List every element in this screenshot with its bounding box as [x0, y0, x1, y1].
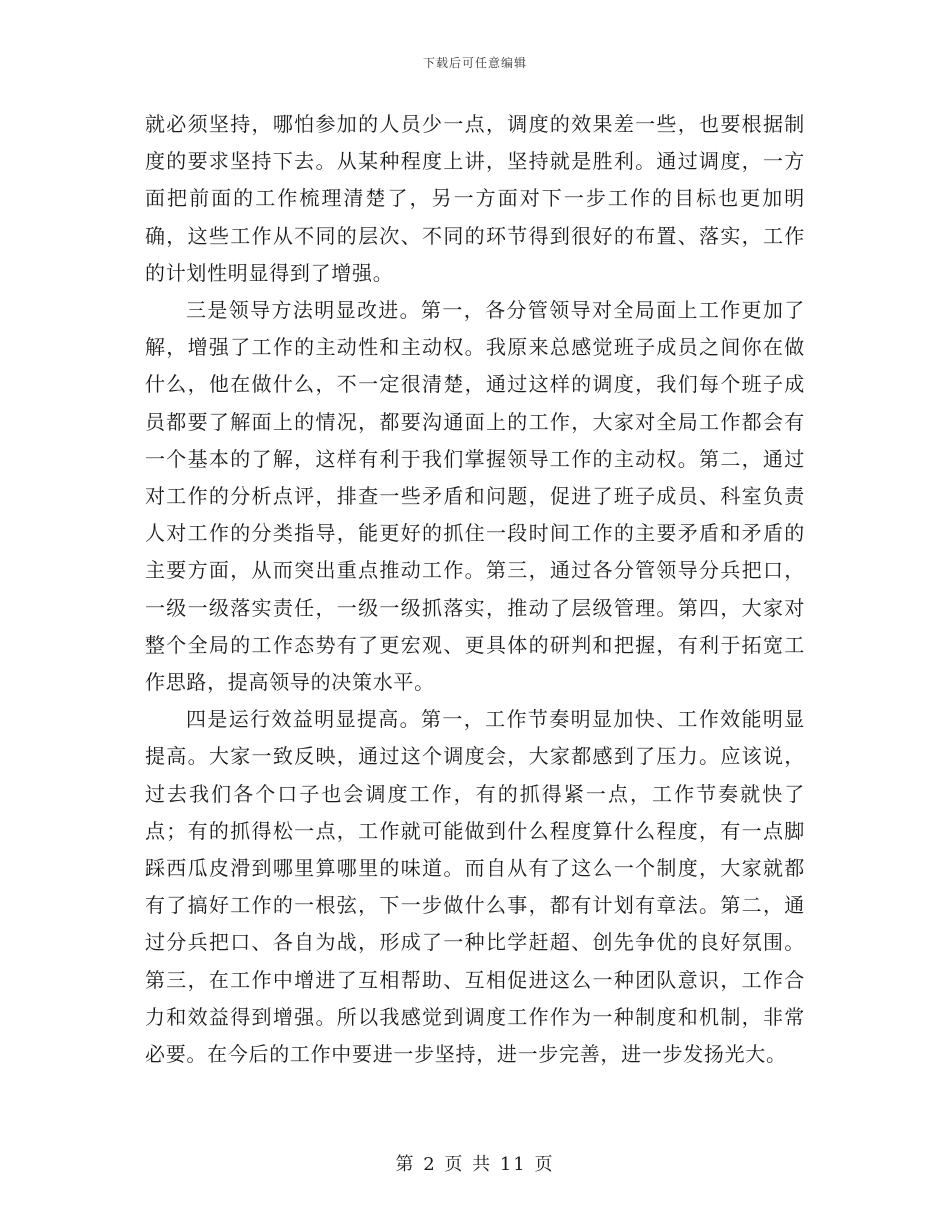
paragraph-continuation: 就必须坚持，哪怕参加的人员少一点，调度的效果差一些，也要根据制度的要求坚持下去。从某种程度上讲，坚持就是胜利。通过调度，一方面把前面的工作梳理清楚了，另一方面对下一步工作的目标也更加明确，这些工作从不同的层次、不同的环节得到很好的布置、落实，工作的计划性明显得到了增强。	[145, 112, 805, 285]
page-header: 下载后可任意编辑	[422, 56, 527, 70]
paragraph-operational-efficiency: 四是运行效益明显提高。第一，工作节奏明显加快、工作效能明显提高。大家一致反映，通过这个调度会，大家都感到了压力。应该说，过去我们各个口子也会调度工作，有的抓得紧一点，工作节奏就快了点；有的抓得松一点，工作就可能做到什么程度算什么程度，有一点脚踩西瓜皮滑到哪里算哪里的味道。而自从有了这么一个制度，大家就都有了搞好工作的一根弦，下一步做什么事，都有计划有章法。第二，通过分兵把口、各自为战，形成了一种比学赶超、创先争优的良好氛围。第三，在工作中增进了互相帮助、互相促进这么一种团队意识，工作合力和效益得到增强。所以我感觉到调度工作作为一种制度和机制，非常必要。在今后的工作中要进一步坚持，进一步完善，进一步发扬光大。	[145, 707, 805, 1067]
paragraph-leadership-methods: 三是领导方法明显改进。第一，各分管领导对全局面上工作更加了解，增强了工作的主动性和主动权。我原来总感觉班子成员之间你在做什么，他在做什么，不一定很清楚，通过这样的调度，我们每个班子成员都要了解面上的情况，都要沟通面上的工作，大家对全局工作都会有一个基本的了解，这样有利于我们掌握领导工作的主动权。第二，通过对工作的分析点评，排查一些矛盾和问题，促进了班子成员、科室负责人对工作的分类指导，能更好的抓住一段时间工作的主要矛盾和矛盾的主要方面，从而突出重点推动工作。第三，通过各分管领导分兵把口，一级一级落实责任，一级一级抓落实，推动了层级管理。第四，大家对整个全局的工作态势有了更宏观、更具体的研判和把握，有利于拓宽工作思路，提高领导的决策水平。	[145, 298, 805, 695]
document-body	[145, 106, 805, 1073]
page-number: 第 2 页 共 11 页	[395, 1154, 555, 1175]
